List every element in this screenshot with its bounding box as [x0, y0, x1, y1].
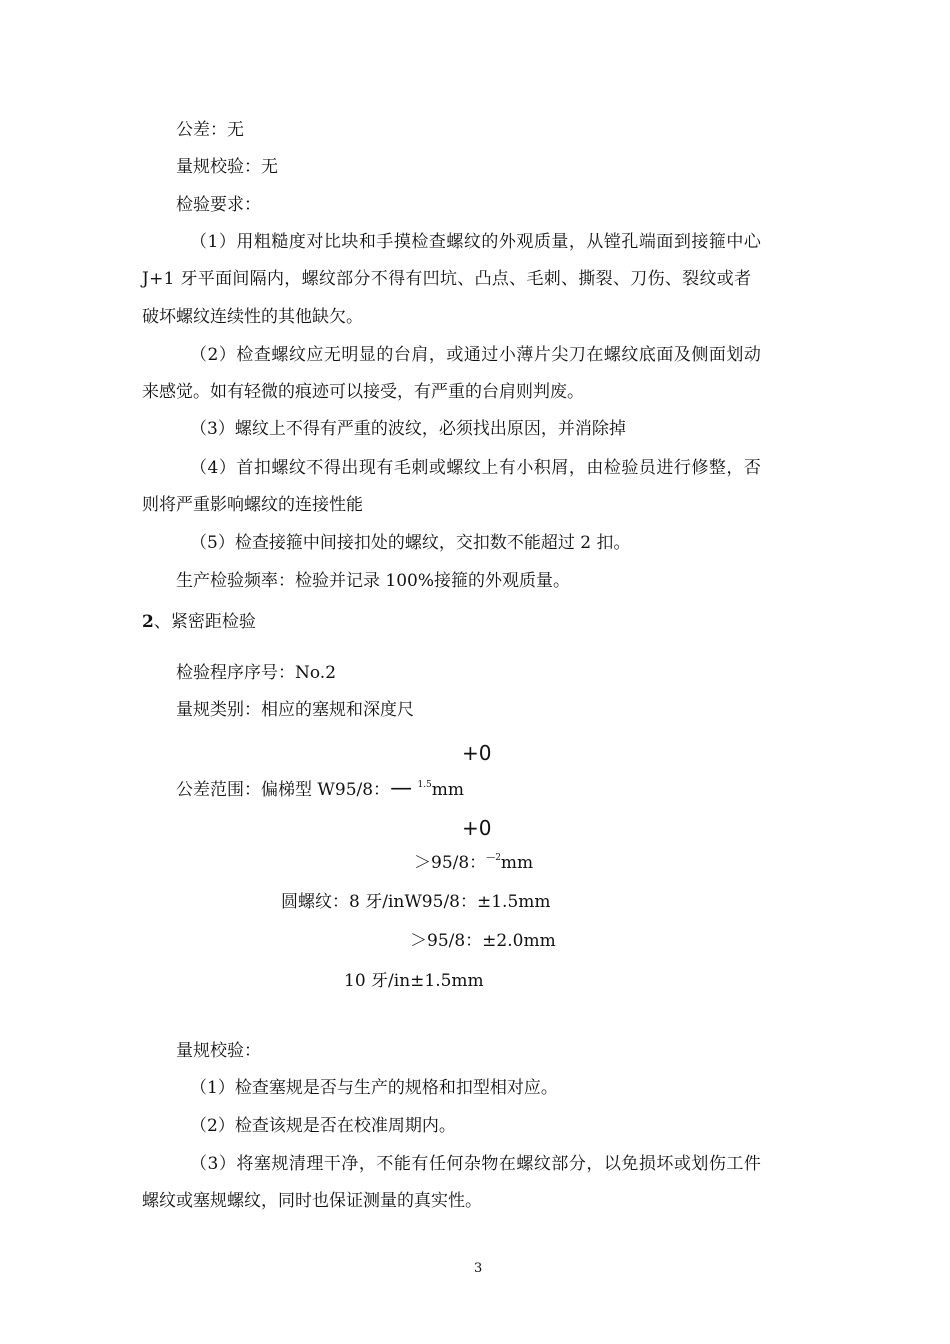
- req-1-line-2: J+1 牙平面间隔内，螺纹部分不得有凹坑、凸点、毛刺、撕裂、刀伤、裂纹或者: [142, 269, 752, 289]
- tolerance-lower-2: —2: [486, 853, 501, 863]
- req-4-line-1: （4）首扣螺纹不得出现有毛刺或螺纹上有小积屑，由检验员进行修整，否: [190, 458, 762, 478]
- tolerance-label: 公差范围：偏梯型 W95/8：: [176, 780, 391, 800]
- gauge-verify-1: （1）检查塞规是否与生产的规格和扣型相对应。: [190, 1078, 558, 1098]
- req-2-line-2: 来感觉。如有轻微的痕迹可以接受，有严重的台肩则判废。: [142, 382, 584, 402]
- gauge-type: 量规类别：相应的塞规和深度尺: [176, 700, 414, 720]
- page-number: 3: [474, 1261, 483, 1276]
- tolerance-dash: —: [390, 776, 413, 801]
- inspection-frequency: 生产检验频率：检验并记录 100%接箍的外观质量。: [176, 571, 571, 591]
- tolerance-upper-1: +0: [462, 741, 492, 765]
- req-5-line: （5）检查接箍中间接扣处的螺纹，交扣数不能超过 2 扣。: [190, 533, 631, 553]
- tolerance-unit-1: mm: [431, 780, 465, 800]
- tolerance-line: 公差：无: [176, 120, 244, 140]
- gauge-check-line: 量规校验：无: [176, 157, 278, 177]
- req-4-line-2: 则将严重影响螺纹的连接性能: [142, 495, 363, 515]
- req-1-line-3: 破坏螺纹连续性的其他缺欠。: [142, 307, 363, 327]
- inspection-req-heading: 检验要求：: [176, 195, 261, 215]
- round-thread-line-1: 圆螺纹：8 牙/inW95/8：±1.5mm: [281, 892, 551, 912]
- tolerance-unit-2: mm: [500, 853, 534, 873]
- req-2-line-1: （2）检查螺纹应无明显的台肩，或通过小薄片尖刀在螺纹底面及侧面划动: [190, 345, 762, 365]
- tolerance-range-line: [176, 773, 464, 802]
- gauge-verify-3-line-2: 螺纹或塞规螺纹，同时也保证测量的真实性。: [142, 1191, 482, 1211]
- tolerance-gt-label: ＞95/8：: [414, 853, 487, 873]
- tolerance-range-line-2: [414, 846, 533, 875]
- gauge-verify-2: （2）检查该规是否在校准周期内。: [190, 1116, 456, 1136]
- program-number: 检验程序序号：No.2: [176, 663, 337, 683]
- req-1-line-1: （1）用粗糙度对比块和手摸检查螺纹的外观质量，从镗孔端面到接箍中心: [190, 232, 762, 252]
- gauge-verify-3-line-1: （3）将塞规清理干净，不能有任何杂物在螺纹部分，以免损坏或划伤工件: [190, 1154, 762, 1174]
- section-title: 、紧密距检验: [153, 612, 256, 632]
- round-thread-line-3: 10 牙/in±1.5mm: [344, 971, 484, 991]
- section-2-heading: [142, 610, 256, 634]
- tolerance-upper-2: +0: [462, 816, 492, 840]
- round-thread-line-2: ＞95/8：±2.0mm: [410, 931, 556, 951]
- tolerance-lower-1: 1.5: [417, 780, 432, 790]
- section-number: 2: [142, 612, 154, 632]
- req-3-line: （3）螺纹上不得有严重的波纹，必须找出原因，并消除掉: [190, 419, 626, 439]
- gauge-verification-heading: 量规校验：: [176, 1041, 261, 1061]
